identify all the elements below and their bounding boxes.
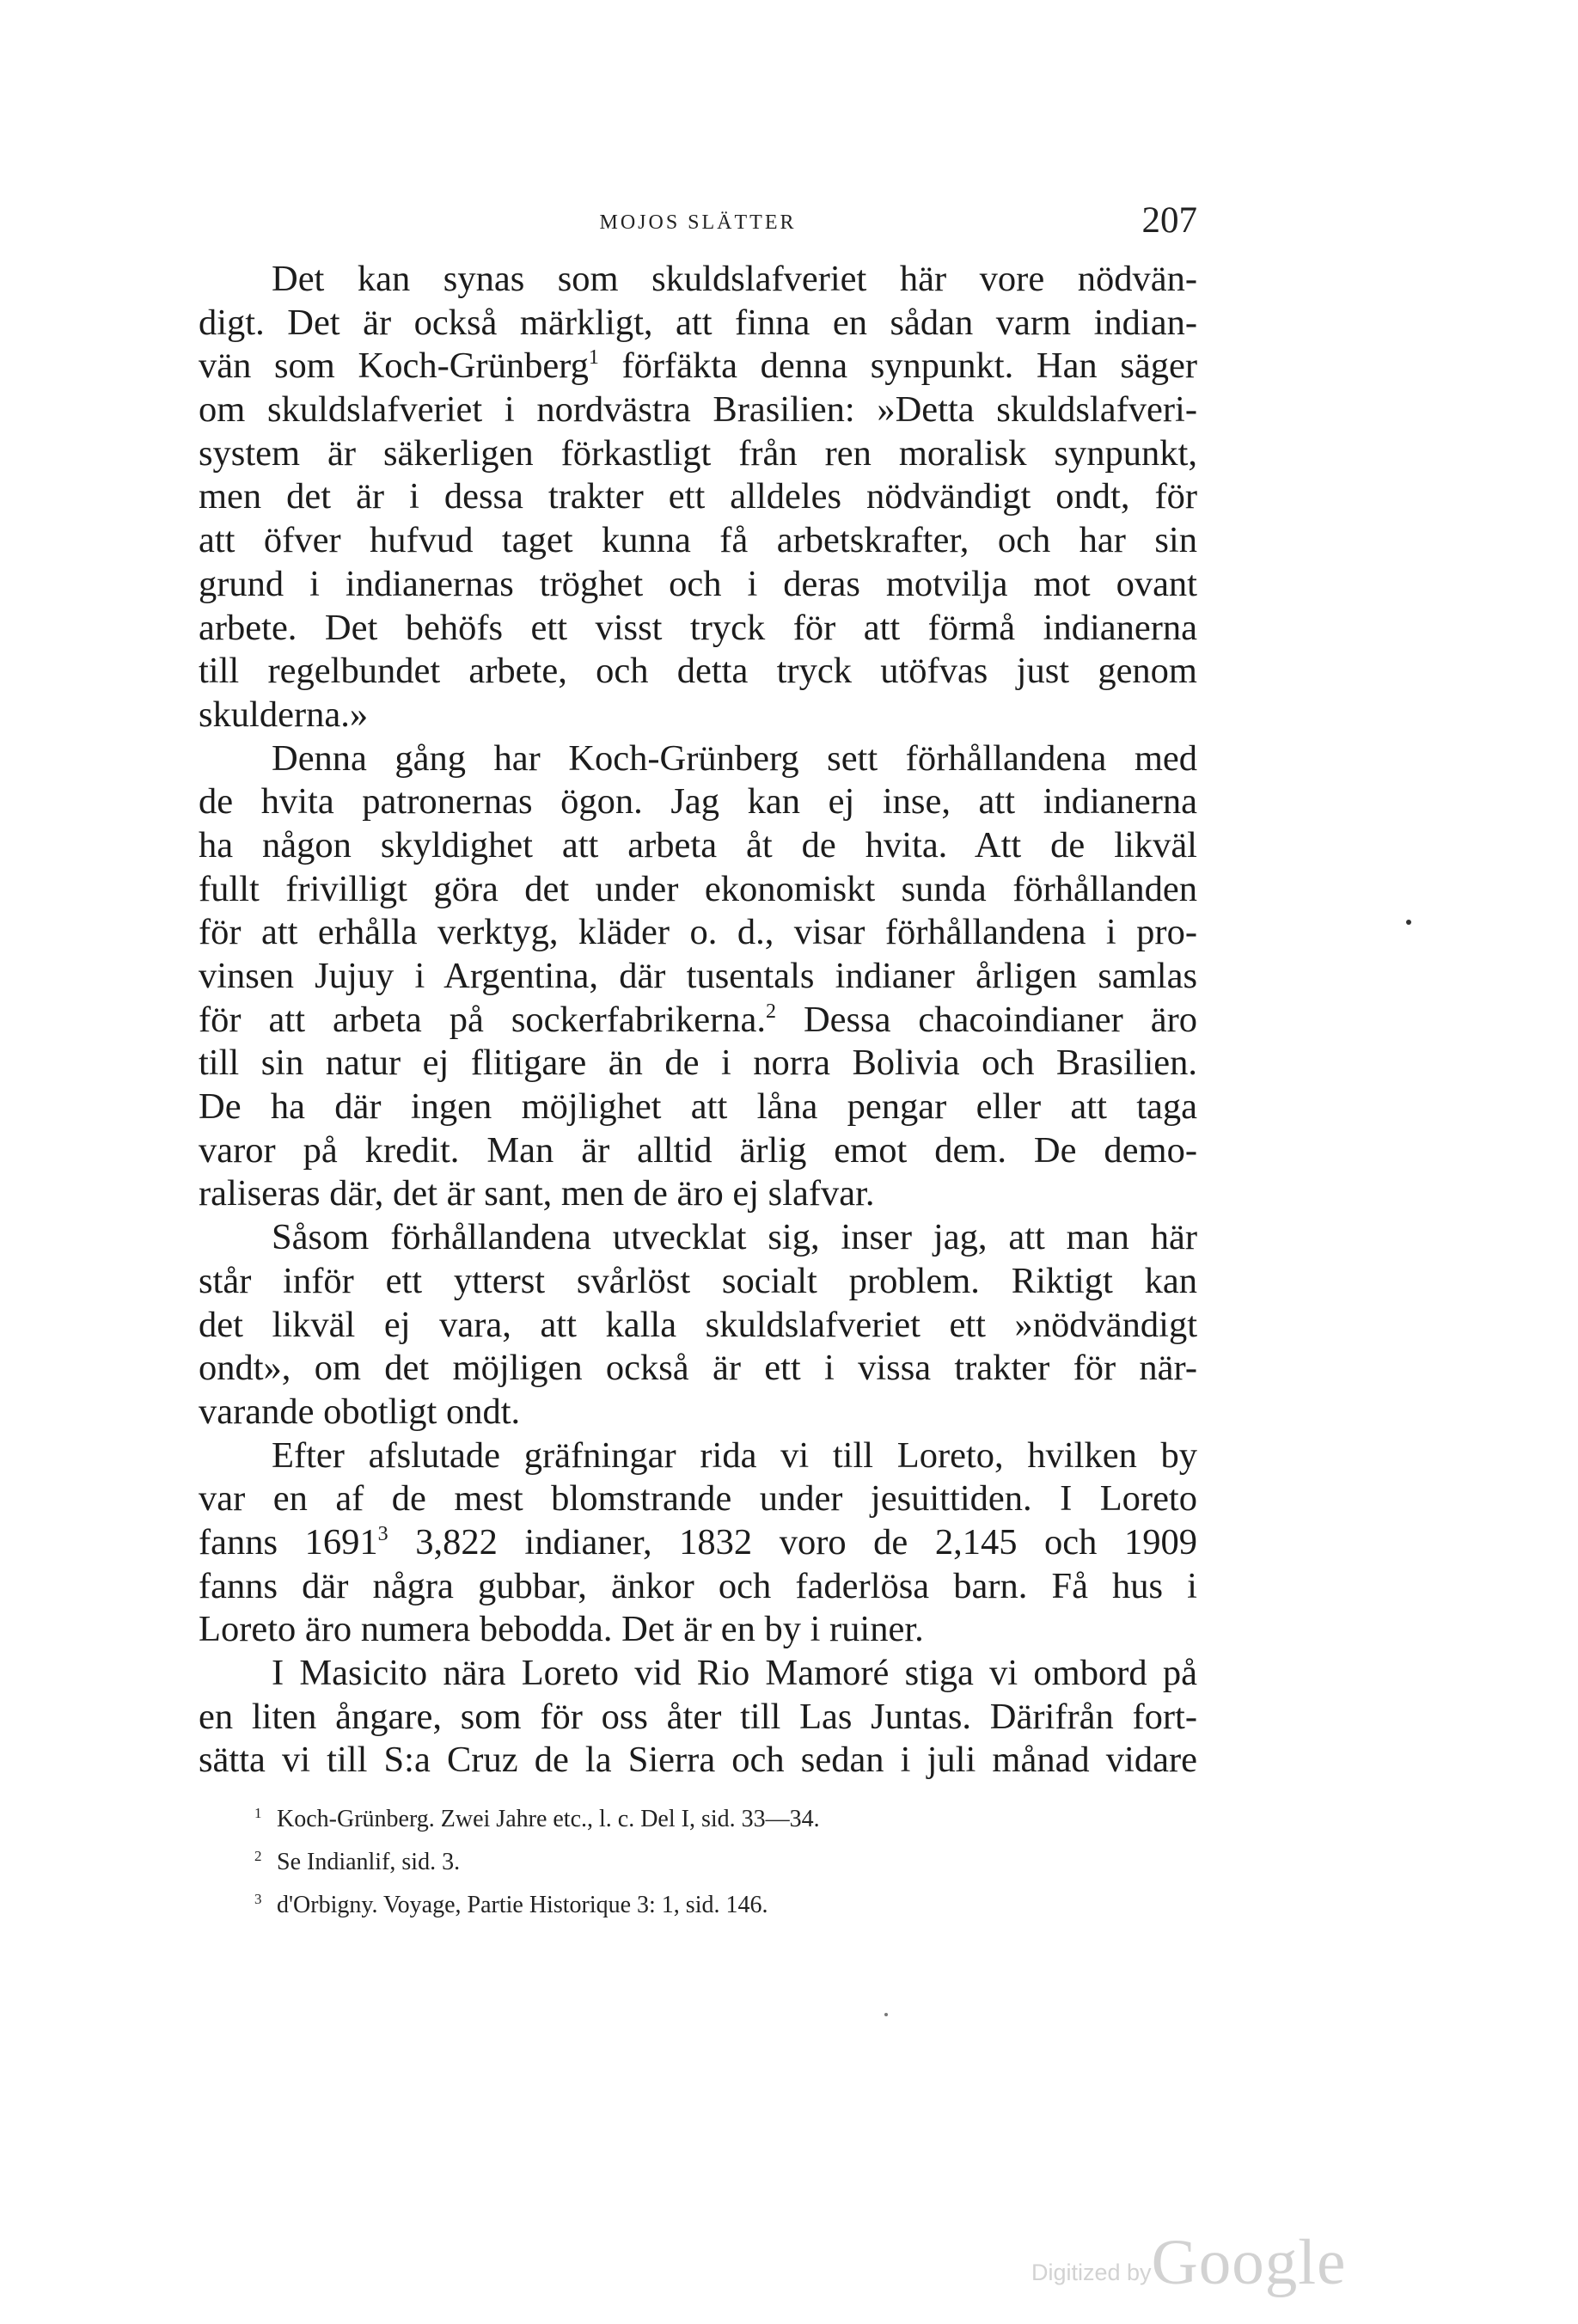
text-line bbox=[199, 824, 1197, 868]
line-text: ha någon skyldighet att arbeta åt de hvita. Att de likväl bbox=[199, 824, 1197, 865]
text-line bbox=[199, 911, 1197, 955]
line-text-continued: förfäkta denna synpunkt. Han säger bbox=[598, 346, 1198, 387]
line-text: vinsen Jujuy i Argentina, där tusentals indianer årligen samlas bbox=[199, 956, 1197, 996]
text-line bbox=[199, 1434, 1197, 1478]
text-line bbox=[199, 780, 1197, 824]
watermark-brand: Google bbox=[1151, 2227, 1347, 2298]
text-line bbox=[199, 345, 1197, 388]
text-line bbox=[199, 1260, 1197, 1304]
footnote-text: d'Orbigny. Voyage, Partie Historique 3: 1, sid. 146. bbox=[277, 1892, 768, 1918]
footnote-reference: 1 bbox=[588, 346, 599, 370]
text-line bbox=[199, 1086, 1197, 1129]
text-line bbox=[199, 737, 1197, 781]
line-text: till regelbundet arbete, och detta tryck utöfvas just genom bbox=[199, 651, 1197, 692]
text-line bbox=[199, 868, 1197, 912]
text-line bbox=[199, 1696, 1197, 1740]
text-line bbox=[199, 1347, 1197, 1391]
footnote bbox=[254, 1795, 1114, 1838]
text-line bbox=[199, 1172, 1197, 1216]
text-line bbox=[199, 694, 1197, 737]
text-line bbox=[199, 519, 1197, 563]
line-text: grund i indianernas tröghet och i deras motvilja mot ovant bbox=[199, 563, 1197, 604]
line-text: står inför ett ytterst svårlöst socialt problem. Riktigt kan bbox=[199, 1260, 1197, 1301]
text-line bbox=[199, 955, 1197, 999]
text-line bbox=[199, 1391, 1197, 1434]
line-text: Loreto äro numera bebodda. Det är en by i ruiner. bbox=[199, 1609, 924, 1650]
line-text: de hvita patronernas ögon. Jag kan ej inse, att indianerna bbox=[199, 781, 1197, 823]
text-line bbox=[199, 1608, 1197, 1652]
line-text: system är säkerligen förkastligt från ren moralisk synpunkt, bbox=[199, 432, 1197, 474]
watermark-prefix: Digitized by bbox=[1031, 2260, 1152, 2285]
text-line bbox=[199, 388, 1197, 432]
line-text: Det kan synas som skuldslafveriet här vore nödvän- bbox=[272, 259, 1197, 299]
text-line bbox=[199, 258, 1197, 302]
line-text: det likväl ej vara, att kalla skuldslafveriet ett »nödvändigt bbox=[199, 1304, 1197, 1345]
text-line bbox=[199, 1739, 1197, 1783]
line-text: I Masicito nära Loreto vid Rio Mamoré stiga vi ombord på bbox=[272, 1653, 1197, 1693]
footnote-mark: 2 bbox=[254, 1848, 262, 1864]
footnote-reference: 2 bbox=[765, 1000, 776, 1023]
text-line bbox=[199, 1216, 1197, 1260]
running-title: MOJOS SLÄTTER bbox=[599, 211, 797, 234]
text-line bbox=[199, 1129, 1197, 1173]
text-line bbox=[199, 607, 1197, 651]
line-text: om skuldslafveriet i nordvästra Brasilien: »Detta skuldslafveri- bbox=[199, 389, 1197, 431]
line-text: ondt», om det möjligen också är ett i vissa trakter för när- bbox=[199, 1348, 1197, 1389]
line-text: för att arbeta på sockerfabrikerna. bbox=[199, 999, 766, 1040]
text-line bbox=[199, 1477, 1197, 1521]
text-line bbox=[199, 1304, 1197, 1348]
line-text: varor på kredit. Man är alltid ärlig emot dem. De demo- bbox=[199, 1129, 1197, 1171]
text-line bbox=[199, 432, 1197, 476]
line-text: varande obotligt ondt. bbox=[199, 1391, 521, 1432]
line-text: men det är i dessa trakter ett alldeles nödvändigt ondt, för bbox=[199, 476, 1197, 517]
body-text bbox=[199, 258, 1197, 1783]
line-text: fanns 1691 bbox=[199, 1521, 378, 1563]
text-line bbox=[199, 563, 1197, 607]
footnote-text: Koch-Grünberg. Zwei Jahre etc., l. c. Del I, sid. 33—34. bbox=[277, 1806, 820, 1832]
footnote bbox=[254, 1881, 1114, 1923]
footnote-text: Se Indianlif, sid. 3. bbox=[277, 1849, 461, 1875]
text-line bbox=[199, 650, 1197, 694]
text-line bbox=[199, 1521, 1197, 1565]
line-text: skulderna.» bbox=[199, 694, 369, 735]
text-line bbox=[199, 475, 1197, 519]
print-speck bbox=[1406, 920, 1411, 925]
page-number: 207 bbox=[1141, 200, 1197, 241]
running-head bbox=[199, 199, 1197, 242]
text-line bbox=[199, 1652, 1197, 1696]
line-text-continued: 3,822 indianer, 1832 voro de 2,145 och 1909 bbox=[388, 1521, 1197, 1563]
line-text-continued: Dessa chacoindianer äro bbox=[775, 999, 1197, 1040]
line-text: Efter afslutade gräfningar rida vi till Loreto, hvilken by bbox=[272, 1434, 1197, 1476]
line-text: raliseras där, det är sant, men de äro ej slafvar. bbox=[199, 1173, 875, 1214]
line-text: Såsom förhållandena utvecklat sig, inser jag, att man här bbox=[272, 1217, 1197, 1258]
line-text: till sin natur ej flitigare än de i norra Bolivia och Brasilien. bbox=[199, 1043, 1197, 1084]
line-text: en liten ångare, som för oss åter till Las Juntas. Därifrån fort- bbox=[199, 1696, 1197, 1737]
line-text: var en af de mest blomstrande under jesuittiden. I Loreto bbox=[199, 1478, 1197, 1520]
print-speck bbox=[884, 2013, 888, 2016]
footnote bbox=[254, 1838, 1114, 1881]
line-text: De ha där ingen möjlighet att låna pengar eller att taga bbox=[199, 1086, 1197, 1128]
line-text: vän som Koch-Grünberg bbox=[199, 346, 589, 387]
footnote-mark: 1 bbox=[254, 1805, 262, 1821]
line-text: Denna gång har Koch-Grünberg sett förhållandena med bbox=[272, 737, 1197, 779]
line-text: fullt frivilligt göra det under ekonomiskt sunda förhållanden bbox=[199, 868, 1197, 909]
footnotes bbox=[254, 1795, 1114, 1923]
text-line bbox=[199, 302, 1197, 346]
line-text: för att erhålla verktyg, kläder o. d., visar förhållandena i pro- bbox=[199, 912, 1197, 953]
line-text: att öfver hufvud taget kunna få arbetskrafter, och har sin bbox=[199, 520, 1197, 561]
text-line bbox=[199, 1042, 1197, 1086]
digitized-watermark bbox=[1031, 2226, 1347, 2298]
footnote-mark: 3 bbox=[254, 1891, 262, 1907]
line-text: sätta vi till S:a Cruz de la Sierra och sedan i juli månad vidare bbox=[199, 1740, 1197, 1781]
text-line bbox=[199, 999, 1197, 1043]
text-line bbox=[199, 1565, 1197, 1609]
footnote-reference: 3 bbox=[377, 1522, 388, 1545]
line-text: arbete. Det behöfs ett visst tryck för att förmå indianerna bbox=[199, 607, 1197, 648]
line-text: digt. Det är också märkligt, att finna en sådan varm indian- bbox=[199, 302, 1197, 343]
line-text: fanns där några gubbar, änkor och faderlösa barn. Få hus i bbox=[199, 1565, 1197, 1606]
